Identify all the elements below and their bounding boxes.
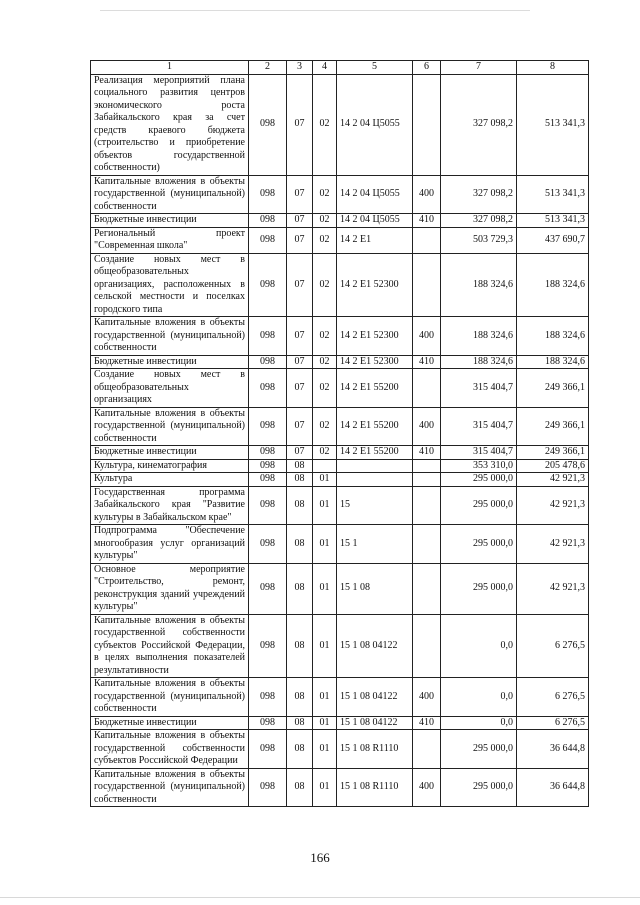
budget-table — [90, 60, 589, 807]
row-col8-cell: 42 921,3 — [517, 473, 589, 487]
row-col7-cell: 327 098,2 — [441, 214, 517, 228]
row-csr-cell: 14 2 E1 55200 — [337, 407, 413, 446]
row-col8-cell: 42 921,3 — [517, 563, 589, 614]
row-vr-cell: 410 — [413, 446, 441, 460]
row-ved-cell: 098 — [249, 446, 287, 460]
row-csr-cell: 15 1 08 04122 — [337, 614, 413, 678]
table-row — [91, 486, 589, 525]
row-csr-cell: 15 1 — [337, 525, 413, 564]
table-row — [91, 369, 589, 408]
scan-top-rule — [100, 10, 530, 11]
row-name-cell: Капитальные вложения в объекты государственной (муниципальной) собственности — [91, 678, 249, 717]
row-csr-cell: 15 1 08 R1110 — [337, 730, 413, 769]
row-col8-cell: 36 644,8 — [517, 730, 589, 769]
row-csr-cell: 15 1 08 R1110 — [337, 768, 413, 807]
row-col8-cell: 6 276,5 — [517, 614, 589, 678]
row-col8-cell: 513 341,3 — [517, 214, 589, 228]
table-row — [91, 459, 589, 473]
row-col7-cell: 503 729,3 — [441, 227, 517, 253]
row-name-cell: Основное мероприятие "Строительство, ремонт, реконструкция зданий учреждений культуры" — [91, 563, 249, 614]
col-header-7: 7 — [441, 61, 517, 75]
col-header-1: 1 — [91, 61, 249, 75]
col-header-4: 4 — [313, 61, 337, 75]
row-csr-cell: 14 2 04 Ц5055 — [337, 74, 413, 175]
col-header-2: 2 — [249, 61, 287, 75]
row-csr-cell: 14 2 E1 — [337, 227, 413, 253]
row-col8-cell: 513 341,3 — [517, 74, 589, 175]
row-rz-cell: 07 — [287, 446, 313, 460]
row-ved-cell: 098 — [249, 473, 287, 487]
row-csr-cell: 15 1 08 04122 — [337, 716, 413, 730]
row-ved-cell: 098 — [249, 768, 287, 807]
row-name-cell: Капитальные вложения в объекты государственной собственности субъектов Российской Федерации — [91, 730, 249, 769]
table-row — [91, 473, 589, 487]
table-row — [91, 74, 589, 175]
row-csr-cell: 15 1 08 04122 — [337, 678, 413, 717]
row-col8-cell: 42 921,3 — [517, 486, 589, 525]
table-header-row — [91, 61, 589, 75]
row-csr-cell: 14 2 E1 55200 — [337, 369, 413, 408]
row-csr-cell: 15 — [337, 486, 413, 525]
row-ved-cell: 098 — [249, 486, 287, 525]
row-pr-cell: 01 — [313, 486, 337, 525]
row-name-cell: Региональный проект "Современная школа" — [91, 227, 249, 253]
row-vr-cell — [413, 486, 441, 525]
row-pr-cell: 01 — [313, 614, 337, 678]
row-csr-cell: 14 2 E1 55200 — [337, 446, 413, 460]
row-pr-cell: 01 — [313, 716, 337, 730]
row-col7-cell: 353 310,0 — [441, 459, 517, 473]
row-pr-cell: 02 — [313, 253, 337, 317]
table-body — [91, 74, 589, 807]
row-pr-cell: 01 — [313, 678, 337, 717]
row-col7-cell: 315 404,7 — [441, 369, 517, 408]
row-name-cell: Бюджетные инвестиции — [91, 716, 249, 730]
table-row — [91, 253, 589, 317]
row-col8-cell: 249 366,1 — [517, 446, 589, 460]
row-vr-cell — [413, 730, 441, 769]
row-rz-cell: 07 — [287, 74, 313, 175]
row-rz-cell: 07 — [287, 369, 313, 408]
table-row — [91, 563, 589, 614]
row-ved-cell: 098 — [249, 563, 287, 614]
row-vr-cell: 400 — [413, 768, 441, 807]
row-ved-cell: 098 — [249, 227, 287, 253]
row-name-cell: Бюджетные инвестиции — [91, 355, 249, 369]
table-row — [91, 175, 589, 214]
row-ved-cell: 098 — [249, 614, 287, 678]
row-col8-cell: 188 324,6 — [517, 317, 589, 356]
row-col7-cell: 295 000,0 — [441, 473, 517, 487]
row-vr-cell — [413, 525, 441, 564]
row-ved-cell: 098 — [249, 716, 287, 730]
table-row — [91, 614, 589, 678]
row-name-cell: Капитальные вложения в объекты государственной (муниципальной) собственности — [91, 317, 249, 356]
row-rz-cell: 07 — [287, 253, 313, 317]
row-pr-cell: 02 — [313, 317, 337, 356]
row-csr-cell — [337, 459, 413, 473]
table-row — [91, 214, 589, 228]
row-pr-cell: 01 — [313, 473, 337, 487]
row-col8-cell: 513 341,3 — [517, 175, 589, 214]
row-vr-cell: 410 — [413, 214, 441, 228]
row-vr-cell: 400 — [413, 407, 441, 446]
row-vr-cell — [413, 473, 441, 487]
row-col7-cell: 0,0 — [441, 716, 517, 730]
row-col8-cell: 42 921,3 — [517, 525, 589, 564]
row-rz-cell: 07 — [287, 227, 313, 253]
row-vr-cell — [413, 253, 441, 317]
row-vr-cell: 410 — [413, 355, 441, 369]
row-col8-cell: 249 366,1 — [517, 369, 589, 408]
row-csr-cell — [337, 473, 413, 487]
table-row — [91, 678, 589, 717]
row-name-cell: Создание новых мест в общеобразовательных организациях, расположенных в сельской местности и поселках городского типа — [91, 253, 249, 317]
row-pr-cell: 01 — [313, 563, 337, 614]
col-header-6: 6 — [413, 61, 441, 75]
row-pr-cell: 01 — [313, 730, 337, 769]
table-row — [91, 446, 589, 460]
row-pr-cell: 02 — [313, 446, 337, 460]
row-name-cell: Создание новых мест в общеобразовательных организациях — [91, 369, 249, 408]
row-rz-cell: 08 — [287, 768, 313, 807]
row-pr-cell: 02 — [313, 355, 337, 369]
page-number: 166 — [310, 850, 330, 865]
row-col7-cell: 188 324,6 — [441, 253, 517, 317]
row-rz-cell: 07 — [287, 407, 313, 446]
row-pr-cell: 02 — [313, 214, 337, 228]
row-col8-cell: 36 644,8 — [517, 768, 589, 807]
row-ved-cell: 098 — [249, 730, 287, 769]
row-rz-cell: 08 — [287, 473, 313, 487]
row-col7-cell: 327 098,2 — [441, 74, 517, 175]
row-csr-cell: 14 2 E1 52300 — [337, 317, 413, 356]
row-csr-cell: 14 2 E1 52300 — [337, 253, 413, 317]
row-csr-cell: 14 2 04 Ц5055 — [337, 175, 413, 214]
row-name-cell: Бюджетные инвестиции — [91, 214, 249, 228]
row-rz-cell: 07 — [287, 355, 313, 369]
row-csr-cell: 14 2 E1 52300 — [337, 355, 413, 369]
row-name-cell: Культура — [91, 473, 249, 487]
row-col7-cell: 295 000,0 — [441, 563, 517, 614]
row-name-cell: Бюджетные инвестиции — [91, 446, 249, 460]
row-rz-cell: 08 — [287, 730, 313, 769]
row-col8-cell: 6 276,5 — [517, 678, 589, 717]
row-csr-cell: 14 2 04 Ц5055 — [337, 214, 413, 228]
row-ved-cell: 098 — [249, 459, 287, 473]
row-rz-cell: 07 — [287, 214, 313, 228]
row-vr-cell: 400 — [413, 317, 441, 356]
row-ved-cell: 098 — [249, 407, 287, 446]
row-rz-cell: 08 — [287, 678, 313, 717]
row-col8-cell: 205 478,6 — [517, 459, 589, 473]
row-col8-cell: 6 276,5 — [517, 716, 589, 730]
row-name-cell: Капитальные вложения в объекты государственной собственности субъектов Российской Федерации, в целях выполнения показателей результативности — [91, 614, 249, 678]
row-rz-cell: 08 — [287, 716, 313, 730]
row-vr-cell: 400 — [413, 678, 441, 717]
table-row — [91, 317, 589, 356]
row-col7-cell: 295 000,0 — [441, 486, 517, 525]
row-name-cell: Капитальные вложения в объекты государственной (муниципальной) собственности — [91, 768, 249, 807]
row-ved-cell: 098 — [249, 355, 287, 369]
row-col7-cell: 0,0 — [441, 614, 517, 678]
row-csr-cell: 15 1 08 — [337, 563, 413, 614]
row-pr-cell: 02 — [313, 74, 337, 175]
row-vr-cell: 400 — [413, 175, 441, 214]
col-header-5: 5 — [337, 61, 413, 75]
row-ved-cell: 098 — [249, 525, 287, 564]
row-rz-cell: 07 — [287, 317, 313, 356]
row-pr-cell: 02 — [313, 227, 337, 253]
table-row — [91, 768, 589, 807]
row-ved-cell: 098 — [249, 175, 287, 214]
table-row — [91, 227, 589, 253]
row-col7-cell: 188 324,6 — [441, 355, 517, 369]
row-vr-cell — [413, 614, 441, 678]
row-vr-cell: 410 — [413, 716, 441, 730]
row-ved-cell: 098 — [249, 317, 287, 356]
row-ved-cell: 098 — [249, 74, 287, 175]
table-row — [91, 355, 589, 369]
table-row — [91, 730, 589, 769]
row-rz-cell: 08 — [287, 486, 313, 525]
row-name-cell: Капитальные вложения в объекты государственной (муниципальной) собственности — [91, 175, 249, 214]
scan-bottom-rule — [0, 897, 640, 898]
row-col7-cell: 315 404,7 — [441, 407, 517, 446]
row-vr-cell — [413, 369, 441, 408]
row-ved-cell: 098 — [249, 214, 287, 228]
row-col8-cell: 188 324,6 — [517, 355, 589, 369]
row-col7-cell: 295 000,0 — [441, 768, 517, 807]
row-col8-cell: 249 366,1 — [517, 407, 589, 446]
row-ved-cell: 098 — [249, 253, 287, 317]
table-row — [91, 716, 589, 730]
row-name-cell: Подпрограмма "Обеспечение многообразия услуг организаций культуры" — [91, 525, 249, 564]
row-name-cell: Государственная программа Забайкальского края "Развитие культуры в Забайкальском крае" — [91, 486, 249, 525]
row-col7-cell: 295 000,0 — [441, 730, 517, 769]
row-name-cell: Культура, кинематография — [91, 459, 249, 473]
row-rz-cell: 08 — [287, 614, 313, 678]
row-col8-cell: 188 324,6 — [517, 253, 589, 317]
row-pr-cell: 02 — [313, 175, 337, 214]
row-rz-cell: 08 — [287, 459, 313, 473]
row-rz-cell: 08 — [287, 563, 313, 614]
row-ved-cell: 098 — [249, 369, 287, 408]
row-col7-cell: 315 404,7 — [441, 446, 517, 460]
row-pr-cell: 02 — [313, 369, 337, 408]
table-row — [91, 407, 589, 446]
col-header-8: 8 — [517, 61, 589, 75]
row-rz-cell: 08 — [287, 525, 313, 564]
row-vr-cell — [413, 459, 441, 473]
row-pr-cell — [313, 459, 337, 473]
row-col7-cell: 295 000,0 — [441, 525, 517, 564]
row-col8-cell: 437 690,7 — [517, 227, 589, 253]
table-row — [91, 525, 589, 564]
col-header-3: 3 — [287, 61, 313, 75]
row-vr-cell — [413, 227, 441, 253]
row-ved-cell: 098 — [249, 678, 287, 717]
row-rz-cell: 07 — [287, 175, 313, 214]
row-pr-cell: 01 — [313, 525, 337, 564]
row-vr-cell — [413, 563, 441, 614]
row-col7-cell: 0,0 — [441, 678, 517, 717]
row-col7-cell: 327 098,2 — [441, 175, 517, 214]
row-vr-cell — [413, 74, 441, 175]
row-pr-cell: 01 — [313, 768, 337, 807]
row-name-cell: Реализация мероприятий плана социального развития центров экономического роста Забайкальского края за счет средств краевого бюджета (строительство и приобретение объектов государственной собственности) — [91, 74, 249, 175]
row-pr-cell: 02 — [313, 407, 337, 446]
row-col7-cell: 188 324,6 — [441, 317, 517, 356]
row-name-cell: Капитальные вложения в объекты государственной (муниципальной) собственности — [91, 407, 249, 446]
